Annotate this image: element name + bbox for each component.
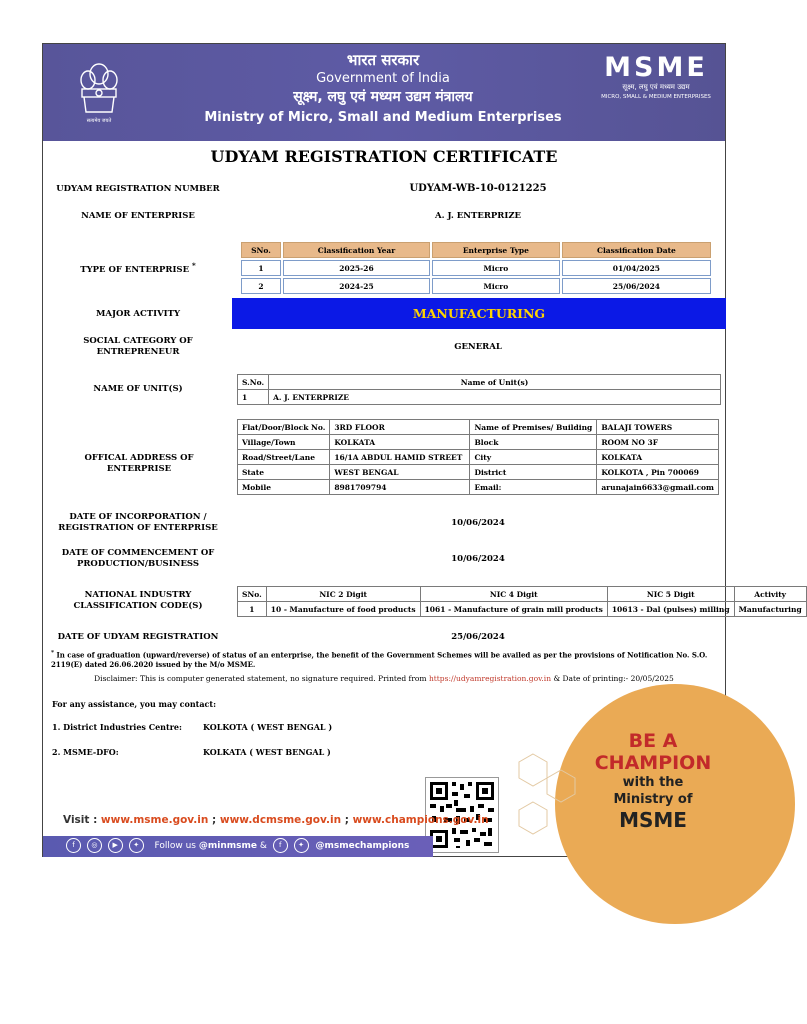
- svg-text:सत्यमेव जयते: सत्यमेव जयते: [86, 118, 112, 124]
- champion-line: with the: [622, 775, 684, 790]
- table-cell: 25/06/2024: [562, 278, 711, 294]
- handle-msmechampions[interactable]: @msmechampions: [315, 841, 410, 851]
- reg-number-value: UDYAM-WB-10-0121225: [409, 183, 547, 194]
- table-cell: ROOM NO 3F: [597, 435, 719, 450]
- social-category-value: GENERAL: [454, 342, 502, 352]
- table-cell: 10 - Manufacture of food products: [266, 602, 420, 617]
- youtube-icon[interactable]: ▶: [108, 838, 123, 853]
- dic-value: KOLKOTA ( WEST BENGAL ): [203, 722, 333, 732]
- table-header: Name of Unit(s): [269, 375, 721, 390]
- commencement-value: 10/06/2024: [451, 554, 505, 564]
- msme-website-link[interactable]: www.msme.gov.in: [100, 814, 209, 826]
- dfo-label: 2. MSME-DFO:: [52, 747, 119, 757]
- table-header: NIC 2 Digit: [266, 587, 420, 602]
- twitter-icon[interactable]: ✦: [129, 838, 144, 853]
- national-emblem-icon: [73, 56, 125, 126]
- facebook-icon[interactable]: f: [66, 838, 81, 853]
- udyam-link[interactable]: https://udyamregistration.gov.in: [428, 674, 552, 683]
- table-row: [238, 465, 719, 480]
- table-cell: 1061 - Manufacture of grain mill products: [420, 602, 607, 617]
- header-ministry: Ministry of Micro, Small and Medium Enterprises: [204, 110, 562, 125]
- table-cell: Flat/Door/Block No.: [238, 420, 330, 435]
- reg-number-label: UDYAM REGISTRATION NUMBER: [56, 184, 220, 194]
- unit-name-label: NAME OF UNIT(S): [93, 384, 183, 394]
- social-category-label: SOCIAL CATEGORY OF ENTREPRENEUR: [83, 336, 193, 357]
- table-row: [241, 278, 711, 294]
- table-cell: 16/1A ABDUL HAMID STREET: [330, 450, 470, 465]
- type-of-enterprise-label: TYPE OF ENTERPRISE *: [80, 261, 196, 275]
- table-cell: 01/04/2025: [562, 260, 711, 276]
- champion-line: Ministry of: [613, 792, 693, 807]
- instagram-icon[interactable]: ◎: [87, 838, 102, 853]
- commencement-label: DATE OF COMMENCEMENT OF PRODUCTION/BUSINESS: [61, 548, 215, 569]
- udyam-date-value: 25/06/2024: [451, 632, 505, 642]
- nic-label: NATIONAL INDUSTRY CLASSIFICATION CODE(S): [73, 590, 203, 611]
- table-cell: 2: [241, 278, 281, 294]
- table-header: S.No.: [238, 375, 269, 390]
- table-cell: 10613 - Dal (pulses) milling: [607, 602, 734, 617]
- facebook-icon[interactable]: f: [273, 838, 288, 853]
- table-row: [238, 420, 719, 435]
- table-cell: Micro: [432, 260, 560, 276]
- table-cell: Email:: [470, 480, 597, 495]
- certificate: [42, 43, 802, 857]
- header-goi: Government of India: [316, 71, 450, 86]
- incorporation-value: 10/06/2024: [451, 518, 505, 528]
- certificate-title: UDYAM REGISTRATION CERTIFICATE: [210, 147, 558, 166]
- table-header: Activity: [734, 587, 806, 602]
- table-cell: State: [238, 465, 330, 480]
- table-cell: City: [470, 450, 597, 465]
- table-cell: 8981709794: [330, 480, 470, 495]
- champion-line: CHAMPION: [594, 752, 712, 774]
- table-cell: 1: [241, 260, 281, 276]
- table-cell: Micro: [432, 278, 560, 294]
- disclaimer: Disclaimer: This is computer generated statement, no signature required. Printed from https://udyamregistration.gov.in & Date of printing:- 20/05/2025: [94, 674, 674, 683]
- table-header: SNo.: [241, 242, 281, 258]
- table-row: [238, 390, 721, 405]
- table-cell: KOLKATA: [597, 450, 719, 465]
- table-cell: 2025-26: [283, 260, 430, 276]
- champion-line: BE A: [628, 730, 678, 752]
- header-text: [203, 50, 563, 127]
- address-label: OFFICAL ADDRESS OF ENTERPRISE: [84, 453, 194, 474]
- table-row: [238, 435, 719, 450]
- table-row: [241, 260, 711, 276]
- table-cell: A. J. ENTERPRIZE: [269, 390, 721, 405]
- table-cell: BALAJI TOWERS: [597, 420, 719, 435]
- table-cell: 1: [238, 602, 267, 617]
- table-cell: 2024-25: [283, 278, 430, 294]
- visit-links: Visit : www.msme.gov.in ; www.dcmsme.gov.in ; www.champions.gov.in: [63, 814, 489, 826]
- udyam-date-label: DATE OF UDYAM REGISTRATION: [57, 632, 219, 642]
- nic-table: [237, 586, 807, 617]
- header-banner: [43, 44, 725, 141]
- follow-bar: f ◎ ▶ ✦ Follow us @minmsme & f ✦ @msmechampions: [43, 836, 433, 857]
- unit-table: [237, 374, 721, 405]
- table-cell: Mobile: [238, 480, 330, 495]
- champions-website-link[interactable]: www.champions.gov.in: [352, 814, 489, 826]
- table-header: Classification Year: [283, 242, 430, 258]
- handle-minmsme[interactable]: @minmsme: [198, 841, 257, 851]
- dfo-value: KOLKATA ( WEST BENGAL ): [203, 747, 331, 757]
- enterprise-name-value: A. J. ENTERPRIZE: [434, 211, 522, 221]
- msme-logo-english: MICRO, SMALL & MEDIUM ENTERPRISES: [601, 94, 711, 100]
- table-header: NIC 5 Digit: [607, 587, 734, 602]
- table-header: Classification Date: [562, 242, 711, 258]
- table-cell: Road/Street/Lane: [238, 450, 330, 465]
- email-link[interactable]: arunajain6633@gmail.com: [597, 480, 719, 495]
- table-cell: District: [470, 465, 597, 480]
- table-cell: KOLKOTA , Pin 700069: [597, 465, 719, 480]
- major-activity-value: MANUFACTURING: [232, 298, 726, 329]
- major-activity-label: MAJOR ACTIVITY: [95, 309, 181, 319]
- table-row: [238, 602, 807, 617]
- msme-logo-word: MSME: [604, 52, 708, 83]
- address-table: [237, 419, 719, 495]
- twitter-icon[interactable]: ✦: [294, 838, 309, 853]
- footnote: * In case of graduation (upward/reverse) of status of an enterprise, the benefit of the Government Schemes will be availed as per the provisions of Notification No. S.O. 2119(E) dated 26.06.2020 issued by the M/o MSME.: [51, 650, 708, 670]
- assistance-heading: For any assistance, you may contact:: [52, 699, 217, 709]
- table-header: SNo.: [238, 587, 267, 602]
- dic-label: 1. District Industries Centre:: [52, 722, 182, 732]
- table-row: [238, 450, 719, 465]
- follow-label: Follow us: [154, 841, 196, 851]
- table-cell: Block: [470, 435, 597, 450]
- table-cell: 3RD FLOOR: [330, 420, 470, 435]
- table-cell: Manufacturing: [734, 602, 806, 617]
- dcmsme-website-link[interactable]: www.dcmsme.gov.in: [219, 814, 342, 826]
- msme-logo-hindi: सूक्ष्म, लघु एवं मध्यम उद्यम: [622, 83, 690, 91]
- table-row: [238, 480, 719, 495]
- table-header: NIC 4 Digit: [420, 587, 607, 602]
- classification-table: [239, 240, 713, 296]
- incorporation-label: DATE OF INCORPORATION / REGISTRATION OF ENTERPRISE: [58, 512, 218, 533]
- table-cell: KOLKATA: [330, 435, 470, 450]
- header-hindi-ministry: सूक्ष्म, लघु एवं मध्यम उद्यम मंत्रालय: [293, 89, 473, 105]
- table-cell: Name of Premises/ Building: [470, 420, 597, 435]
- table-cell: 1: [238, 390, 269, 405]
- table-cell: Village/Town: [238, 435, 330, 450]
- table-cell: WEST BENGAL: [330, 465, 470, 480]
- table-header: Enterprise Type: [432, 242, 560, 258]
- champion-line: MSME: [619, 808, 687, 832]
- enterprise-name-label: NAME OF ENTERPRISE: [81, 211, 195, 221]
- header-hindi-title: भारत सरकार: [346, 51, 420, 69]
- msme-logo: [597, 54, 715, 101]
- champion-text: [573, 730, 733, 832]
